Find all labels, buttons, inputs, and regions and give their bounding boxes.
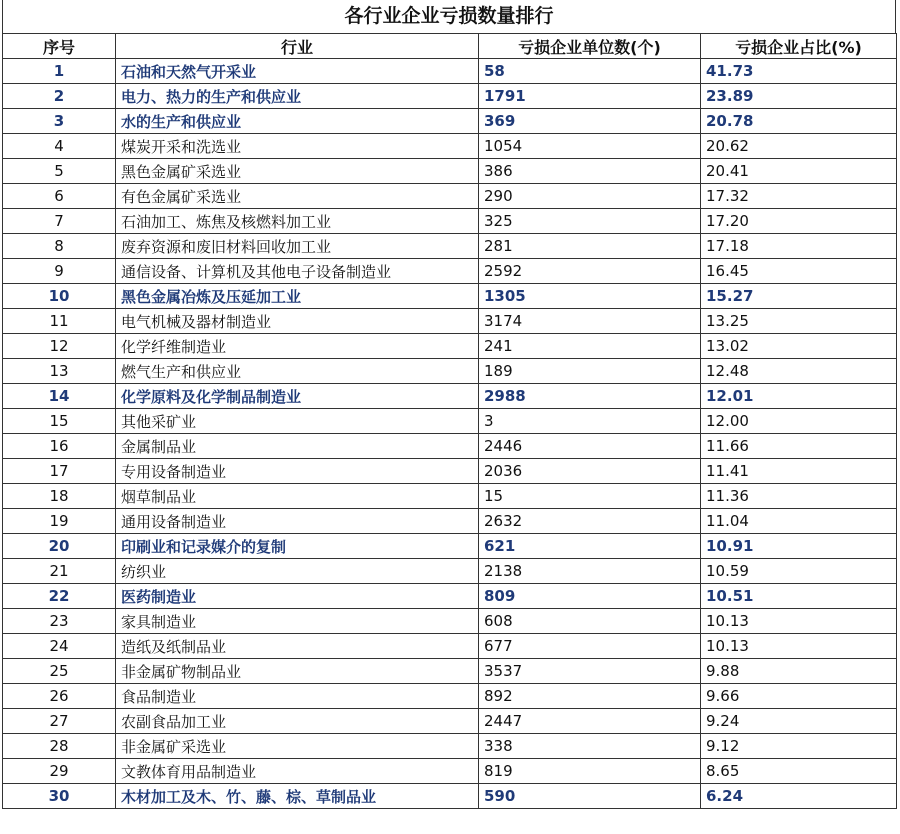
table-row xyxy=(3,359,897,384)
cell-industry: 通用设备制造业 xyxy=(116,509,479,534)
spreadsheet xyxy=(2,0,896,831)
table-row xyxy=(3,734,897,759)
table-row xyxy=(3,459,897,484)
cell-industry: 黑色金属冶炼及压延加工业 xyxy=(116,284,479,309)
cell-rank: 15 xyxy=(3,409,116,434)
cell-ratio: 10.59 xyxy=(701,559,897,584)
blank-area xyxy=(2,809,896,831)
cell-count: 2036 xyxy=(479,459,701,484)
cell-rank: 30 xyxy=(3,784,116,809)
cell-ratio: 12.00 xyxy=(701,409,897,434)
cell-ratio: 6.24 xyxy=(701,784,897,809)
cell-ratio: 41.73 xyxy=(701,59,897,84)
cell-count: 2632 xyxy=(479,509,701,534)
header-count: 亏损企业单位数(个) xyxy=(479,34,701,59)
cell-count: 1791 xyxy=(479,84,701,109)
cell-count: 58 xyxy=(479,59,701,84)
table-row xyxy=(3,59,897,84)
cell-rank: 14 xyxy=(3,384,116,409)
cell-count: 590 xyxy=(479,784,701,809)
cell-rank: 5 xyxy=(3,159,116,184)
cell-count: 338 xyxy=(479,734,701,759)
cell-ratio: 20.62 xyxy=(701,134,897,159)
header-industry: 行业 xyxy=(116,34,479,59)
cell-rank: 28 xyxy=(3,734,116,759)
cell-count: 1054 xyxy=(479,134,701,159)
table-row xyxy=(3,109,897,134)
cell-count: 809 xyxy=(479,584,701,609)
cell-count: 3537 xyxy=(479,659,701,684)
cell-ratio: 11.04 xyxy=(701,509,897,534)
header-ratio: 亏损企业占比(%) xyxy=(701,34,897,59)
table-body xyxy=(3,59,897,809)
table-row xyxy=(3,709,897,734)
cell-count: 1305 xyxy=(479,284,701,309)
cell-industry: 家具制造业 xyxy=(116,609,479,634)
cell-ratio: 10.91 xyxy=(701,534,897,559)
cell-count: 290 xyxy=(479,184,701,209)
cell-count: 2447 xyxy=(479,709,701,734)
cell-industry: 煤炭开采和洗选业 xyxy=(116,134,479,159)
cell-industry: 燃气生产和供应业 xyxy=(116,359,479,384)
table-row xyxy=(3,209,897,234)
cell-ratio: 15.27 xyxy=(701,284,897,309)
header-rank: 序号 xyxy=(3,34,116,59)
cell-rank: 12 xyxy=(3,334,116,359)
table-row xyxy=(3,284,897,309)
cell-ratio: 17.32 xyxy=(701,184,897,209)
table-row xyxy=(3,534,897,559)
table-row xyxy=(3,259,897,284)
cell-rank: 16 xyxy=(3,434,116,459)
cell-count: 2446 xyxy=(479,434,701,459)
cell-count: 3 xyxy=(479,409,701,434)
cell-ratio: 20.41 xyxy=(701,159,897,184)
cell-count: 621 xyxy=(479,534,701,559)
cell-ratio: 10.13 xyxy=(701,609,897,634)
cell-count: 677 xyxy=(479,634,701,659)
cell-ratio: 17.18 xyxy=(701,234,897,259)
cell-industry: 电气机械及器材制造业 xyxy=(116,309,479,334)
cell-count: 386 xyxy=(479,159,701,184)
table-row xyxy=(3,434,897,459)
cell-count: 2592 xyxy=(479,259,701,284)
cell-count: 892 xyxy=(479,684,701,709)
cell-rank: 3 xyxy=(3,109,116,134)
table-row xyxy=(3,484,897,509)
loss-ranking-table xyxy=(2,33,897,809)
cell-rank: 8 xyxy=(3,234,116,259)
cell-ratio: 8.65 xyxy=(701,759,897,784)
header-row xyxy=(3,34,897,59)
cell-rank: 24 xyxy=(3,634,116,659)
cell-industry: 其他采矿业 xyxy=(116,409,479,434)
table-row xyxy=(3,659,897,684)
table-row xyxy=(3,84,897,109)
cell-industry: 有色金属矿采选业 xyxy=(116,184,479,209)
cell-industry: 纺织业 xyxy=(116,559,479,584)
cell-ratio: 10.51 xyxy=(701,584,897,609)
cell-count: 15 xyxy=(479,484,701,509)
cell-count: 325 xyxy=(479,209,701,234)
cell-ratio: 9.24 xyxy=(701,709,897,734)
cell-ratio: 17.20 xyxy=(701,209,897,234)
cell-ratio: 11.66 xyxy=(701,434,897,459)
cell-rank: 13 xyxy=(3,359,116,384)
cell-industry: 烟草制品业 xyxy=(116,484,479,509)
cell-industry: 化学原料及化学制品制造业 xyxy=(116,384,479,409)
cell-ratio: 20.78 xyxy=(701,109,897,134)
table-row xyxy=(3,159,897,184)
cell-industry: 印刷业和记录媒介的复制 xyxy=(116,534,479,559)
cell-industry: 废弃资源和废旧材料回收加工业 xyxy=(116,234,479,259)
cell-rank: 21 xyxy=(3,559,116,584)
cell-count: 608 xyxy=(479,609,701,634)
cell-count: 819 xyxy=(479,759,701,784)
cell-industry: 造纸及纸制品业 xyxy=(116,634,479,659)
cell-rank: 7 xyxy=(3,209,116,234)
cell-count: 241 xyxy=(479,334,701,359)
table-title: 各行业企业亏损数量排行 xyxy=(2,0,896,33)
table-row xyxy=(3,559,897,584)
cell-rank: 20 xyxy=(3,534,116,559)
cell-rank: 19 xyxy=(3,509,116,534)
table-row xyxy=(3,334,897,359)
table-row xyxy=(3,234,897,259)
cell-count: 2138 xyxy=(479,559,701,584)
cell-industry: 水的生产和供应业 xyxy=(116,109,479,134)
cell-industry: 食品制造业 xyxy=(116,684,479,709)
cell-count: 281 xyxy=(479,234,701,259)
cell-industry: 专用设备制造业 xyxy=(116,459,479,484)
table-row xyxy=(3,509,897,534)
cell-rank: 9 xyxy=(3,259,116,284)
cell-industry: 农副食品加工业 xyxy=(116,709,479,734)
table-row xyxy=(3,584,897,609)
cell-rank: 17 xyxy=(3,459,116,484)
cell-ratio: 11.36 xyxy=(701,484,897,509)
cell-industry: 黑色金属矿采选业 xyxy=(116,159,479,184)
cell-count: 189 xyxy=(479,359,701,384)
cell-rank: 10 xyxy=(3,284,116,309)
table-row xyxy=(3,184,897,209)
table-row xyxy=(3,609,897,634)
cell-ratio: 12.48 xyxy=(701,359,897,384)
table-row xyxy=(3,684,897,709)
cell-count: 369 xyxy=(479,109,701,134)
cell-rank: 29 xyxy=(3,759,116,784)
cell-ratio: 16.45 xyxy=(701,259,897,284)
cell-ratio: 23.89 xyxy=(701,84,897,109)
cell-rank: 18 xyxy=(3,484,116,509)
cell-rank: 6 xyxy=(3,184,116,209)
table-row xyxy=(3,409,897,434)
cell-ratio: 12.01 xyxy=(701,384,897,409)
cell-ratio: 9.66 xyxy=(701,684,897,709)
cell-industry: 非金属矿物制品业 xyxy=(116,659,479,684)
cell-rank: 11 xyxy=(3,309,116,334)
cell-rank: 23 xyxy=(3,609,116,634)
cell-industry: 石油加工、炼焦及核燃料加工业 xyxy=(116,209,479,234)
cell-rank: 26 xyxy=(3,684,116,709)
table-row xyxy=(3,134,897,159)
cell-count: 2988 xyxy=(479,384,701,409)
cell-ratio: 13.25 xyxy=(701,309,897,334)
cell-rank: 4 xyxy=(3,134,116,159)
cell-ratio: 11.41 xyxy=(701,459,897,484)
cell-ratio: 9.88 xyxy=(701,659,897,684)
cell-industry: 金属制品业 xyxy=(116,434,479,459)
table-row xyxy=(3,784,897,809)
cell-rank: 2 xyxy=(3,84,116,109)
cell-rank: 22 xyxy=(3,584,116,609)
cell-industry: 非金属矿采选业 xyxy=(116,734,479,759)
cell-industry: 化学纤维制造业 xyxy=(116,334,479,359)
table-row xyxy=(3,309,897,334)
table-row xyxy=(3,634,897,659)
table-row xyxy=(3,384,897,409)
cell-ratio: 9.12 xyxy=(701,734,897,759)
cell-industry: 木材加工及木、竹、藤、棕、草制品业 xyxy=(116,784,479,809)
cell-ratio: 13.02 xyxy=(701,334,897,359)
table-row xyxy=(3,759,897,784)
cell-rank: 1 xyxy=(3,59,116,84)
cell-ratio: 10.13 xyxy=(701,634,897,659)
cell-industry: 医药制造业 xyxy=(116,584,479,609)
cell-industry: 电力、热力的生产和供应业 xyxy=(116,84,479,109)
cell-rank: 25 xyxy=(3,659,116,684)
cell-industry: 文教体育用品制造业 xyxy=(116,759,479,784)
cell-count: 3174 xyxy=(479,309,701,334)
cell-industry: 通信设备、计算机及其他电子设备制造业 xyxy=(116,259,479,284)
cell-rank: 27 xyxy=(3,709,116,734)
cell-industry: 石油和天然气开采业 xyxy=(116,59,479,84)
